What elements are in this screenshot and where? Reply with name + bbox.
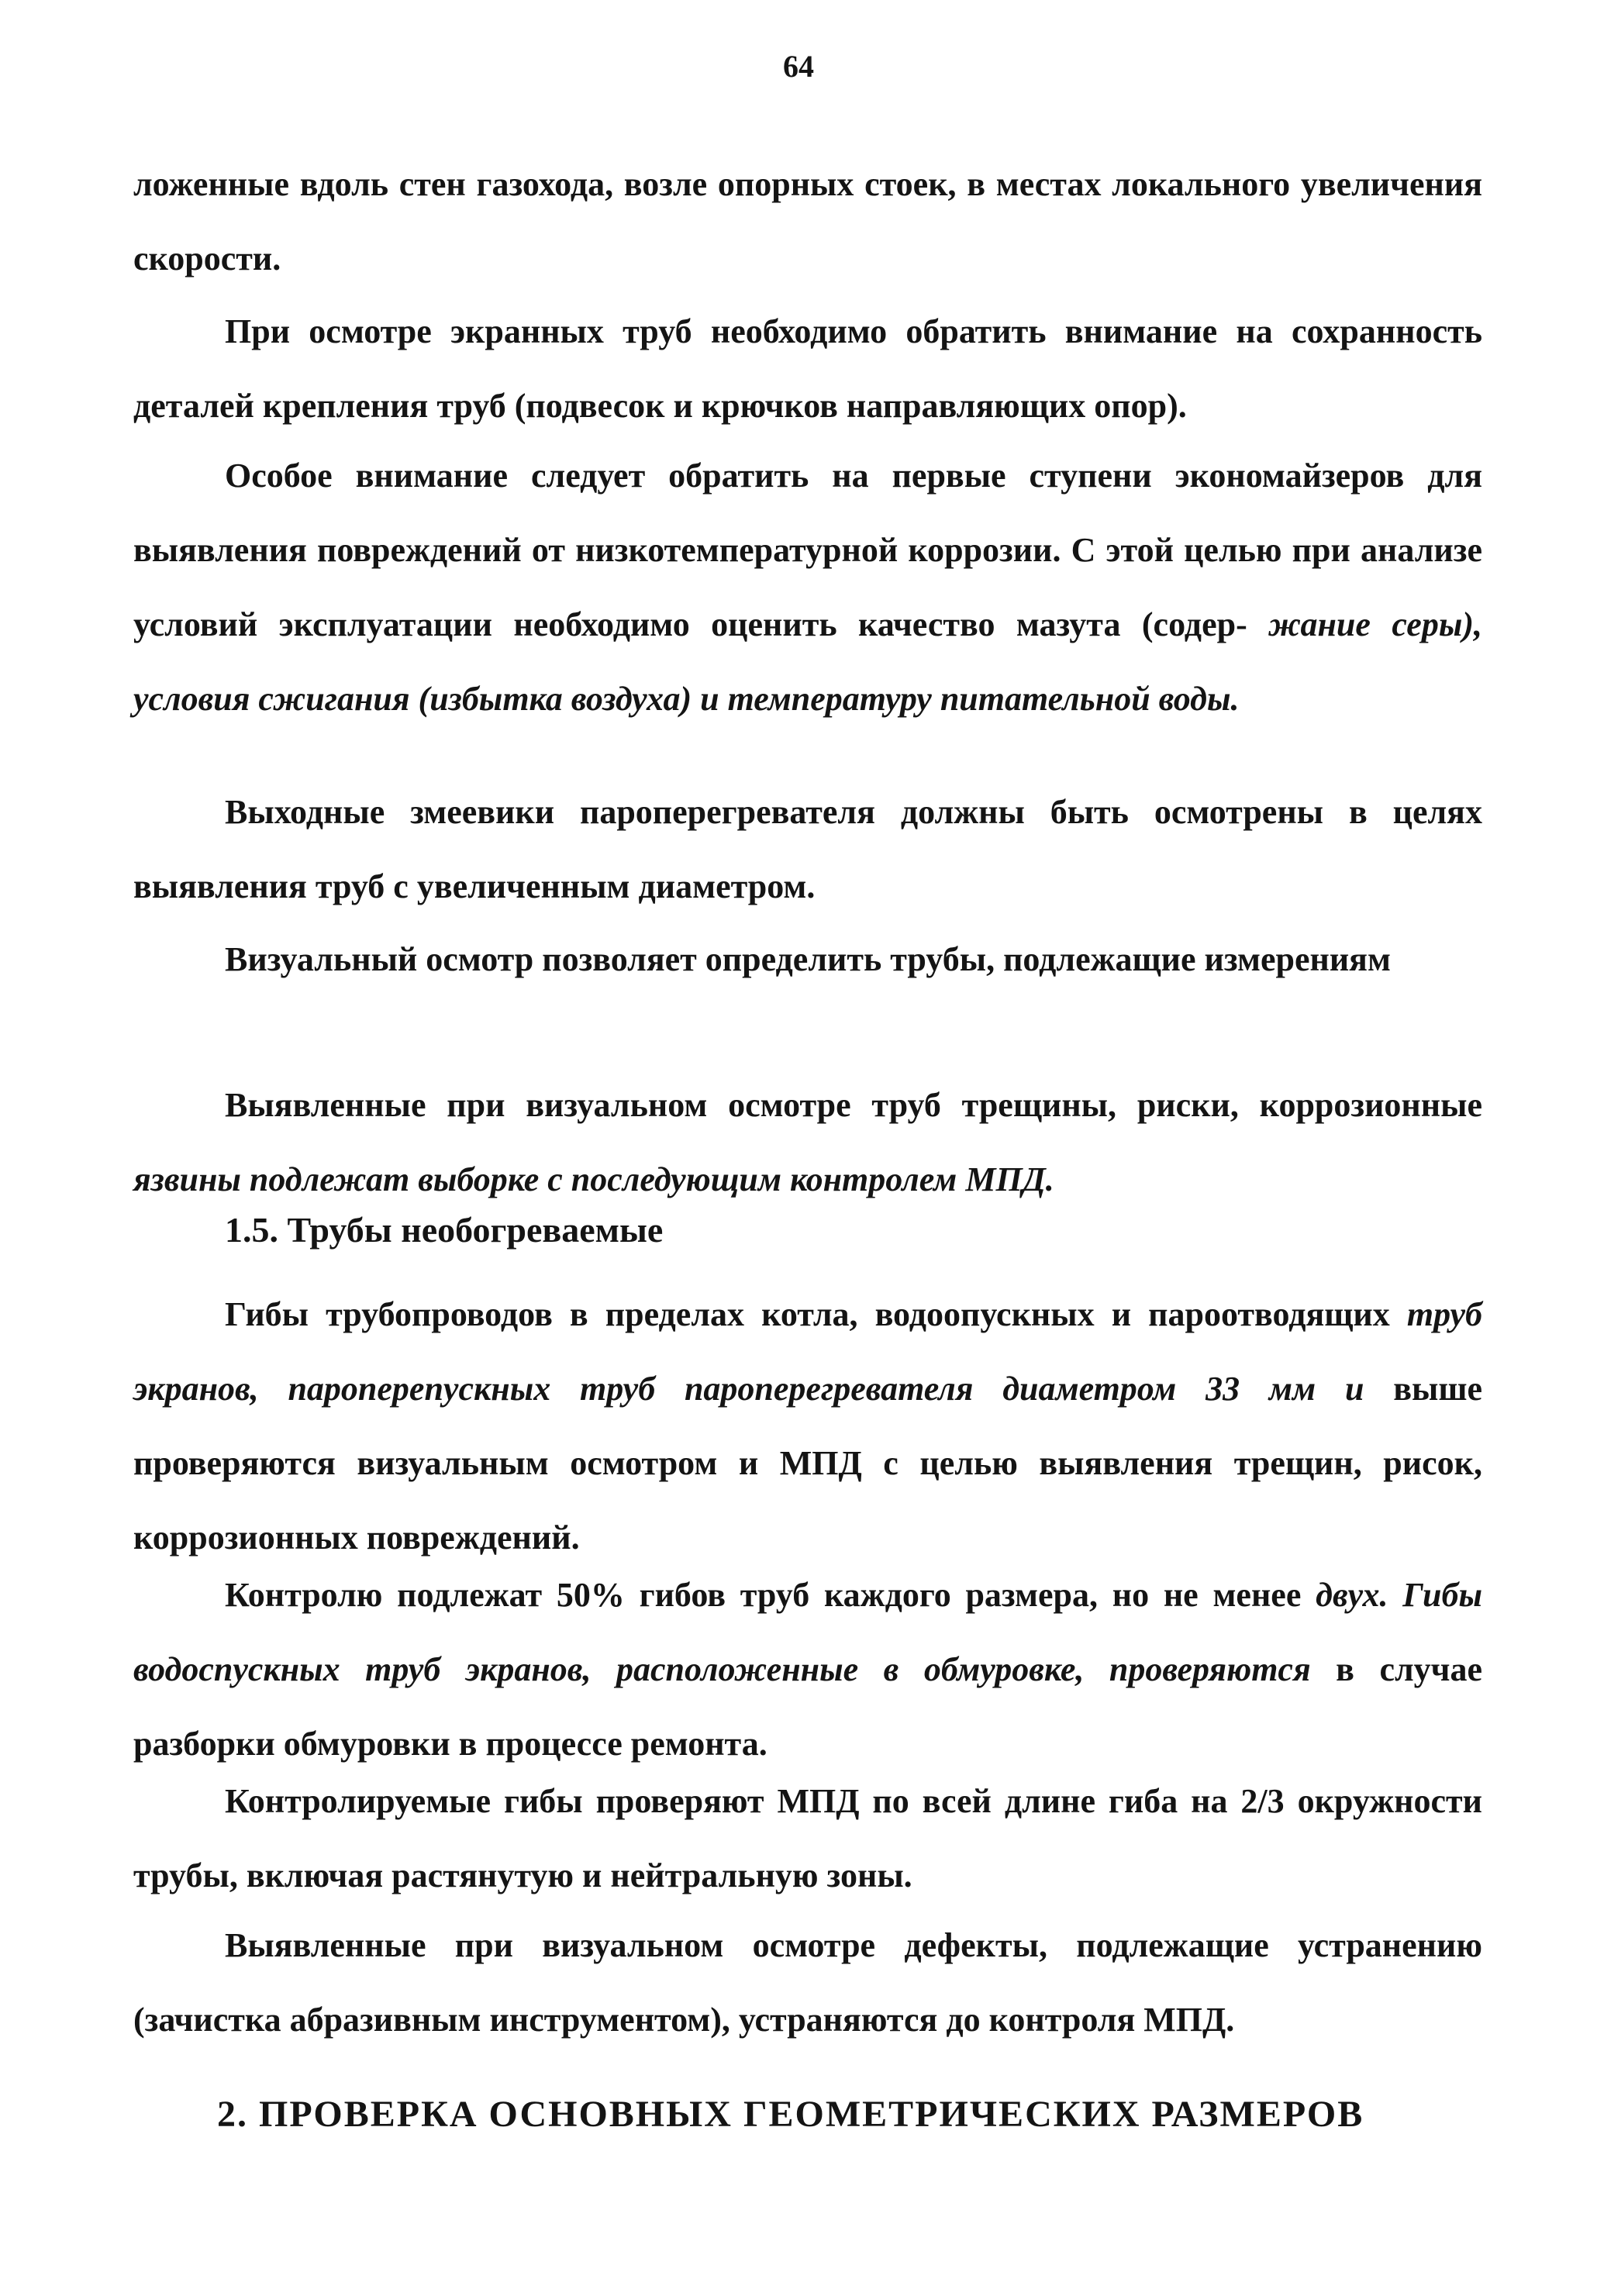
- paragraph-6-italic-text: язвины подлежат выборке с последующим контролем МПД.: [133, 1160, 1054, 1198]
- subsection-paragraph-4: [133, 1908, 1482, 2057]
- paragraph-3: [133, 439, 1482, 736]
- subsection-paragraph-1-tail: выше проверяются визуальным осмотром и МПД с целью выявления трещин, рисок, коррозионных повреждений.: [133, 1370, 1483, 1557]
- subsection-paragraph-3-text: Контролируемые гибы проверяют МПД по всей длине гиба на 2/3 окружности трубы, включая растянутую и нейтральную зоны.: [133, 1782, 1482, 1894]
- paragraph-5: [133, 922, 1482, 997]
- section-title: 2. ПРОВЕРКА ОСНОВНЫХ ГЕОМЕТРИЧЕСКИХ РАЗМЕРОВ: [217, 2094, 1364, 2135]
- paragraph-1: [133, 147, 1482, 296]
- subsection-paragraph-2: [133, 1558, 1482, 1781]
- subsection-paragraph-2-tail: в случае разборки обмуровки в процессе ремонта.: [133, 1650, 1483, 1763]
- subsection-title: 1.5. Трубы необогреваемые: [225, 1210, 664, 1250]
- subsection-paragraph-1-text: Гибы трубопроводов в пределах котла, водоопускных и пароотводящих: [225, 1295, 1390, 1333]
- subsection-paragraph-1: [133, 1277, 1482, 1575]
- paragraph-5-text: Визуальный осмотр позволяет определить трубы, подлежащие измерениям: [225, 940, 1391, 978]
- paragraph-4-text: Выходные змеевики пароперегревателя должны быть осмотрены в целях выявления труб с увеличенным диаметром.: [133, 793, 1482, 905]
- subsection-paragraph-3: [133, 1764, 1482, 1913]
- paragraph-6: [133, 1068, 1482, 1217]
- paragraph-2: [133, 295, 1482, 443]
- paragraph-2-text: При осмотре экранных труб необходимо обратить внимание на сохранность деталей крепления труб (подвесок и крючков направляющих опор).: [133, 312, 1482, 425]
- paragraph-6-text: Выявленные при визуальном осмотре труб трещины, риски, коррозионные: [225, 1086, 1482, 1124]
- subsection-paragraph-2-italic-text: двух. Гибы водоспускных труб экранов, расположенные в обмуровке, проверяются: [133, 1576, 1482, 1688]
- subsection-paragraph-2-text: Контролю подлежат 50% гибов труб каждого размера, но не менее: [225, 1576, 1302, 1614]
- paragraph-3-italic-text: жание серы), условия сжигания (избытка воздуха) и температуру питательной воды.: [133, 605, 1482, 718]
- paragraph-4: [133, 775, 1482, 924]
- subsection-paragraph-4-text: Выявленные при визуальном осмотре дефекты, подлежащие устранению (зачистка абразивным инструментом), устраняются до контроля МПД.: [133, 1926, 1482, 2039]
- paragraph-3-text: Особое внимание следует обратить на первые ступени экономайзеров для выявления повреждений от низкотемпературной коррозии. С этой целью при анализе условий эксплуатации необходимо оценить качество мазута (содер-: [133, 457, 1482, 643]
- paragraph-1-text: ложенные вдоль стен газохода, возле опорных стоек, в местах локального увеличения скорости.: [133, 165, 1482, 278]
- page-number: 64: [783, 49, 814, 84]
- subsection-paragraph-1-italic-text: труб экранов, пароперепускных труб пароперегревателя диаметром 33 мм и: [133, 1295, 1482, 1408]
